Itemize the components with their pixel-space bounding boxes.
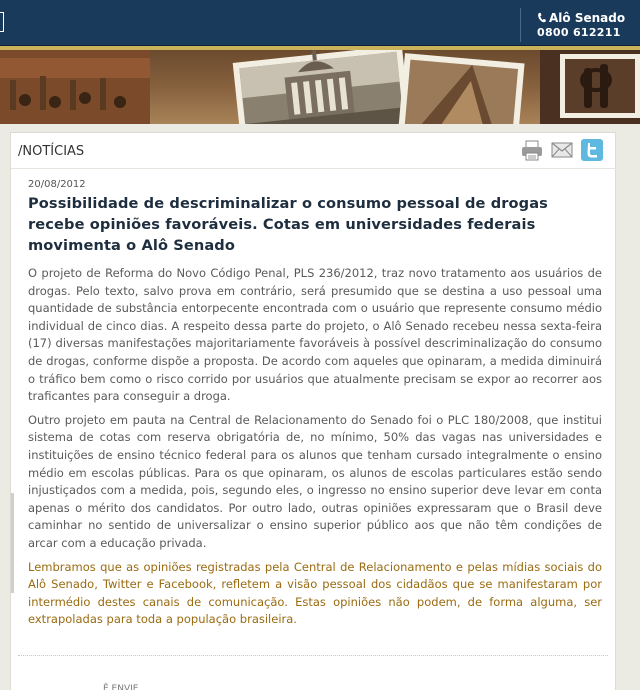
section-header bbox=[11, 133, 617, 169]
article bbox=[28, 179, 602, 629]
article-disclaimer: Lembramos que as opiniões registradas pela Central de Relacionamento e pelas mídias sociais do Alô Senado, Twitter e Facebook, refletem a visão pessoal dos cidadãos que se manifestaram por intermédio destes canais de comunicação. Estas opiniões não podem, de forma alguma, ser extrapoladas para toda a população brasileira. bbox=[28, 559, 602, 627]
article-paragraph: Outro projeto em pauta na Central de Relacionamento do Senado foi o PLC 180/2008, que institui sistema de cotas com reserva obrigatória de, no mínimo, 50% das vagas nas universidades e instituições de ensino técnico federal para os alunos que tenham cursado integralmente o ensino médio em escolas públicas. Para os que opinaram, os alunos de escolas particulares estão sendo injustiçados com a medida, pois, segundo eles, o ingresso no ensino superior deve levar em conta apenas o mérito dos candidatos. Por outro lado, outras opiniões expressaram que o Brasil deve caminhar no sentido de universalizar o ensino superior público aos que não têm condições de arcar com a educação privada. bbox=[28, 412, 602, 550]
menu-edge-icon[interactable] bbox=[0, 12, 4, 32]
share-toolbar bbox=[521, 139, 603, 161]
footer-partial-label[interactable]: Ê ENVIE bbox=[103, 684, 139, 690]
contact-phone: 0800 612211 bbox=[537, 26, 621, 39]
twitter-icon[interactable] bbox=[581, 139, 603, 161]
news-panel bbox=[10, 132, 616, 690]
print-icon[interactable] bbox=[521, 139, 543, 161]
banner-illustration bbox=[0, 50, 640, 124]
article-headline[interactable]: Possibilidade de descriminalizar o consumo pessoal de drogas recebe opiniões favoráveis. Cotas em universidades federais movimenta o Alô Senado bbox=[28, 195, 548, 254]
contact-label: Alô Senado bbox=[549, 11, 626, 25]
content-divider bbox=[18, 655, 608, 656]
top-bar bbox=[0, 0, 640, 46]
phone-icon bbox=[537, 12, 546, 24]
side-rail bbox=[11, 493, 14, 593]
alo-senado-contact[interactable] bbox=[520, 8, 640, 42]
article-paragraph: O projeto de Reforma do Novo Código Penal, PLS 236/2012, traz novo tratamento aos usuários de drogas. Pelo texto, salvo prova em contrário, será presumido que se destina a uso pessoal uma quantidade de substância entorpecente encontrada com o usuário que represente consumo médio individual de cinco dias. A respeito dessa parte do projeto, o Alô Senado recebeu nessa sexta-feira (17) diversas manifestações majoritariamente favoráveis à possível descriminalização do consumo de drogas, conforme dispõe a proposta. De acordo com aqueles que opinaram, a medida diminuirá o tráfico bem como o risco corrido por usuários que atualmente precisam se expor ao recorrer aos traficantes para conseguir a droga. bbox=[28, 266, 602, 404]
section-title: /NOTÍCIAS bbox=[18, 144, 85, 159]
email-icon[interactable] bbox=[551, 139, 573, 161]
header-banner bbox=[0, 50, 640, 124]
article-date: 20/08/2012 bbox=[28, 179, 86, 190]
